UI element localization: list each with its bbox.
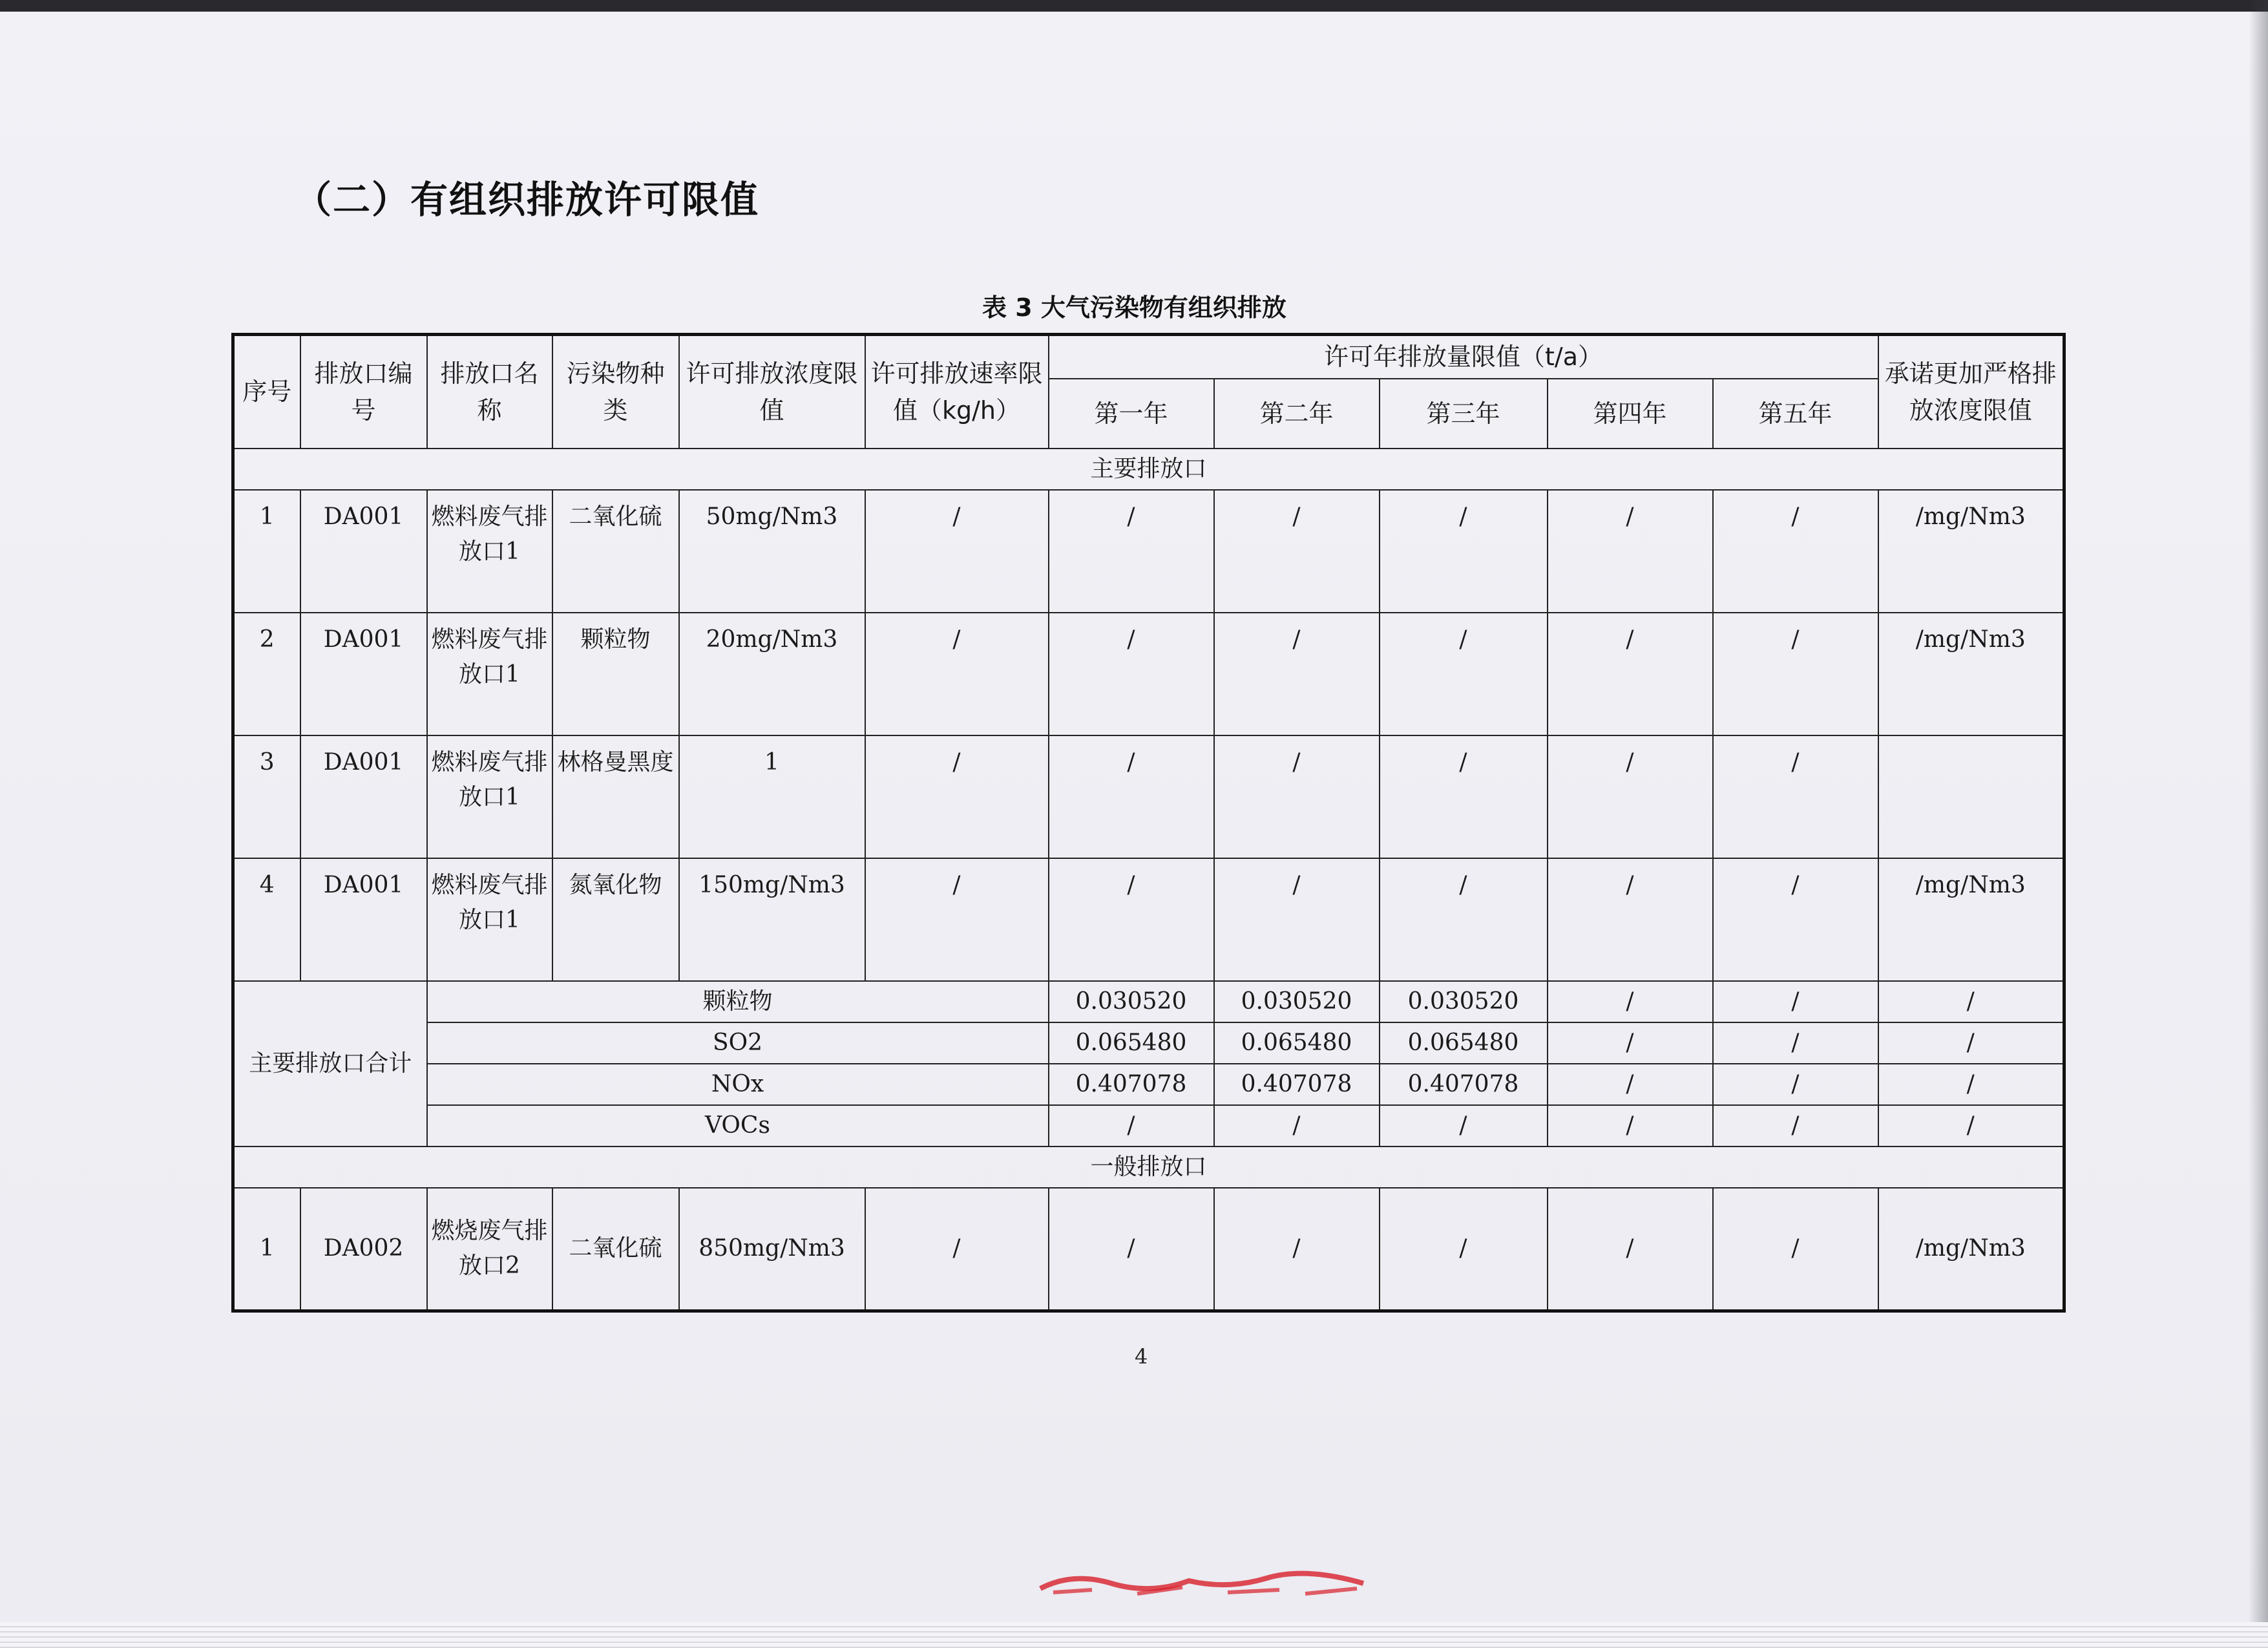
total-year-5: / [1713,981,1878,1022]
total-year-3: 0.407078 [1380,1064,1548,1105]
cell-code: DA001 [300,490,427,613]
total-year-2: / [1214,1105,1380,1146]
cell-pollutant: 二氧化硫 [552,1188,679,1311]
cell-year-5: / [1713,1188,1878,1311]
header-year-5: 第五年 [1713,379,1878,449]
header-year-4: 第四年 [1548,379,1713,449]
total-row [233,1022,2064,1064]
total-stricter: / [1878,1022,2064,1064]
cell-pollutant: 氮氧化物 [552,858,679,981]
total-year-2: 0.030520 [1214,981,1380,1022]
total-year-4: / [1548,1105,1713,1146]
total-pollutant: 颗粒物 [427,981,1049,1022]
cell-year-4: / [1548,490,1713,613]
cell-year-3: / [1380,735,1548,858]
cell-year-5: / [1713,613,1878,735]
cell-stricter: /mg/Nm3 [1878,858,2064,981]
total-pollutant: NOx [427,1064,1049,1105]
cell-code: DA001 [300,613,427,735]
total-year-4: / [1548,981,1713,1022]
header-conc-limit: 许可排放浓度限值 [679,335,865,449]
cell-seq: 1 [233,490,300,613]
table-row [233,735,2064,858]
general-section-label: 一般排放口 [233,1146,2064,1188]
total-year-4: / [1548,1022,1713,1064]
cell-rate: / [865,490,1049,613]
cell-year-3: / [1380,1188,1548,1311]
header-rate-limit: 许可排放速率限值（kg/h） [865,335,1049,449]
total-year-5: / [1713,1022,1878,1064]
scan-top-edge [0,0,2268,12]
cell-name: 燃料废气排放口1 [427,858,552,981]
scan-right-edge [2249,0,2268,1648]
cell-year-1: / [1049,858,1214,981]
cell-year-1: / [1049,1188,1214,1311]
cell-name: 燃料废气排放口1 [427,735,552,858]
cell-year-1: / [1049,613,1214,735]
total-year-1: 0.065480 [1049,1022,1214,1064]
main-total-label: 主要排放口合计 [233,981,427,1146]
cell-year-1: / [1049,490,1214,613]
cell-name: 燃料废气排放口1 [427,490,552,613]
cell-rate: / [865,613,1049,735]
cell-year-2: / [1214,490,1380,613]
cell-conc: 20mg/Nm3 [679,613,865,735]
total-year-4: / [1548,1064,1713,1105]
cell-seq: 4 [233,858,300,981]
total-year-2: 0.065480 [1214,1022,1380,1064]
cell-pollutant: 林格曼黑度 [552,735,679,858]
cell-stricter: /mg/Nm3 [1878,490,2064,613]
cell-year-5: / [1713,858,1878,981]
total-year-1: 0.030520 [1049,981,1214,1022]
cell-seq: 3 [233,735,300,858]
total-year-2: 0.407078 [1214,1064,1380,1105]
cell-conc: 150mg/Nm3 [679,858,865,981]
cell-year-5: / [1713,490,1878,613]
cell-year-4: / [1548,735,1713,858]
cell-conc: 1 [679,735,865,858]
cell-year-5: / [1713,735,1878,858]
total-year-3: 0.030520 [1380,981,1548,1022]
header-seq: 序号 [233,335,300,449]
cell-year-4: / [1548,1188,1713,1311]
cell-seq: 2 [233,613,300,735]
total-year-5: / [1713,1064,1878,1105]
cell-year-4: / [1548,613,1713,735]
total-stricter: / [1878,981,2064,1022]
total-stricter: / [1878,1064,2064,1105]
header-outlet-name: 排放口名称 [427,335,552,449]
table-caption: 表 3 大气污染物有组织排放 [982,293,1286,322]
total-year-1: 0.407078 [1049,1064,1214,1105]
cell-name: 燃料废气排放口1 [427,613,552,735]
cell-stricter: /mg/Nm3 [1878,1188,2064,1311]
cell-conc: 50mg/Nm3 [679,490,865,613]
cell-pollutant: 二氧化硫 [552,490,679,613]
cell-rate: / [865,1188,1049,1311]
total-row [233,1105,2064,1146]
total-year-1: / [1049,1105,1214,1146]
cell-code: DA001 [300,858,427,981]
cell-year-2: / [1214,613,1380,735]
cell-year-2: / [1214,858,1380,981]
cell-stricter [1878,735,2064,858]
cell-code: DA002 [300,1188,427,1311]
cell-year-2: / [1214,735,1380,858]
header-year-3: 第三年 [1380,379,1548,449]
total-year-3: / [1380,1105,1548,1146]
red-seal-stamp-fragment [1034,1564,1370,1596]
cell-stricter: /mg/Nm3 [1878,613,2064,735]
total-pollutant: VOCs [427,1105,1049,1146]
cell-code: DA001 [300,735,427,858]
main-section-label: 主要排放口 [233,449,2064,490]
cell-rate: / [865,858,1049,981]
total-year-5: / [1713,1105,1878,1146]
cell-rate: / [865,735,1049,858]
header-outlet-code: 排放口编号 [300,335,427,449]
cell-year-3: / [1380,490,1548,613]
table-row [233,490,2064,613]
cell-year-3: / [1380,858,1548,981]
total-stricter: / [1878,1105,2064,1146]
cell-year-4: / [1548,858,1713,981]
header-year-2: 第二年 [1214,379,1380,449]
cell-name: 燃烧废气排放口2 [427,1188,552,1311]
table-row [233,613,2064,735]
header-stricter-limit: 承诺更加严格排放浓度限值 [1878,335,2064,449]
table-row [233,1188,2064,1311]
page-number: 4 [1135,1344,1148,1369]
header-year-1: 第一年 [1049,379,1214,449]
cell-pollutant: 颗粒物 [552,613,679,735]
header-annual-limit: 许可年排放量限值（t/a） [1049,335,1878,379]
emission-permit-table [231,333,2066,1313]
section-title: （二）有组织排放许可限值 [294,178,760,222]
total-pollutant: SO2 [427,1022,1049,1064]
cell-seq: 1 [233,1188,300,1311]
header-pollutant: 污染物种类 [552,335,679,449]
total-row [233,1064,2064,1105]
cell-conc: 850mg/Nm3 [679,1188,865,1311]
scan-bottom-edge [0,1622,2268,1648]
total-row [233,981,2064,1022]
cell-year-2: / [1214,1188,1380,1311]
total-year-3: 0.065480 [1380,1022,1548,1064]
cell-year-3: / [1380,613,1548,735]
cell-year-1: / [1049,735,1214,858]
table-row [233,858,2064,981]
